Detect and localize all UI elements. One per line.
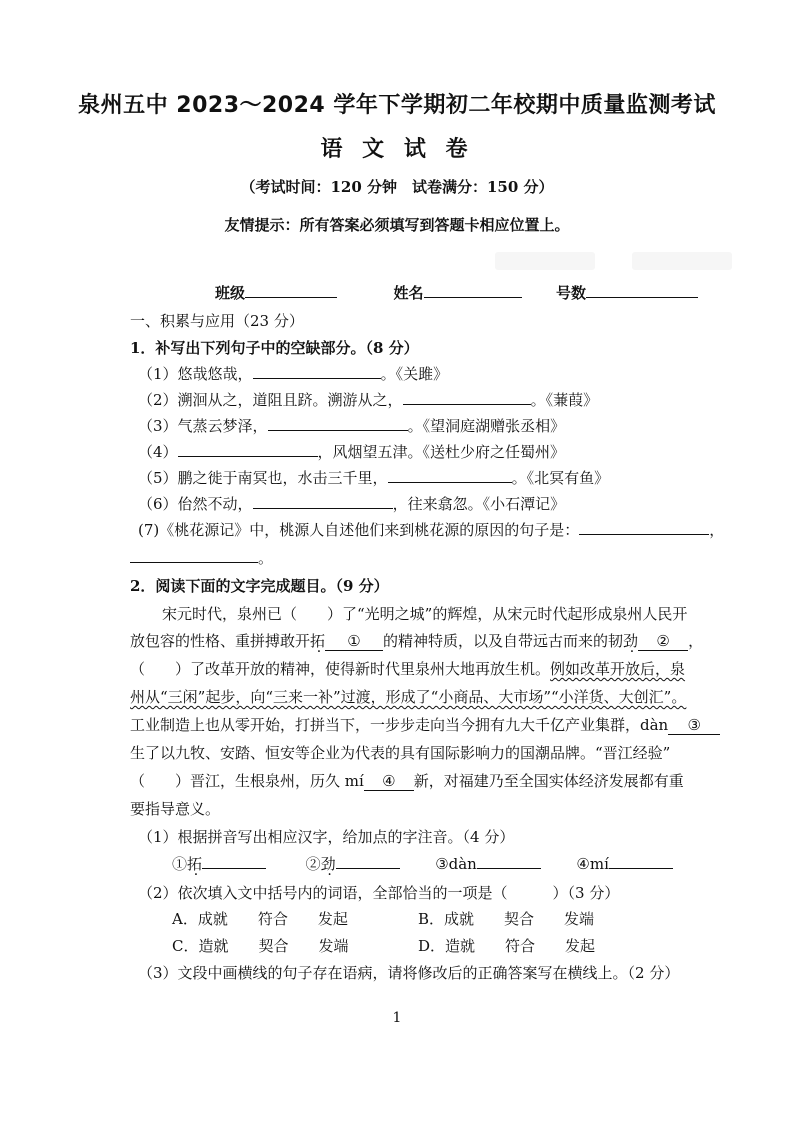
wavy-underlined-sentence: 例如改革开放后，泉 xyxy=(550,660,686,678)
q1-item-2: （2）溯洄从之，道阻且跻。溯游从之， 。《蒹葭》 xyxy=(138,391,599,409)
answer-blank[interactable] xyxy=(253,493,393,509)
q1-item-3: （3）气蒸云梦泽， 。《望洞庭湖赠张丞相》 xyxy=(138,417,566,435)
option-d[interactable]: D．造就 符合 发起 xyxy=(418,937,596,955)
answer-blank[interactable] xyxy=(477,853,541,869)
passage-line-1: 宋元时代，泉州已（ ）了“光明之城”的辉煌，从宋元时代起形成泉州人民开 xyxy=(162,605,688,623)
marker-blank-4[interactable]: ④ xyxy=(364,772,414,791)
option-b[interactable]: B．成就 契合 发端 xyxy=(418,910,595,928)
dotted-char: 劲 xyxy=(623,632,639,650)
student-info-row xyxy=(215,282,698,303)
marker-blank-2[interactable]: ② xyxy=(638,632,688,651)
friendly-tip: 友情提示：所有答案必须填写到答题卡相应位置上。 xyxy=(224,216,570,234)
q1-item-6: （6）佁然不动， ，往来翕忽。《小石潭记》 xyxy=(138,495,566,513)
marker-blank-3[interactable]: ③ xyxy=(668,716,720,735)
answer-blank[interactable] xyxy=(130,547,258,563)
name-label: 姓名 xyxy=(393,284,424,302)
passage-line-2: 放包容的性格、重拼搏敢开拓 ① 的精神特质，以及自带远古而来的韧劲 ② ， xyxy=(130,632,704,650)
class-blank[interactable] xyxy=(245,282,337,298)
answer-blank[interactable] xyxy=(202,853,266,869)
answer-blank[interactable] xyxy=(178,441,318,457)
q1-item-4: （4） ，风烟望五津。《送杜少府之任蜀州》 xyxy=(138,443,566,461)
passage-line-4 xyxy=(130,686,732,707)
q1-item-5: （5）鹏之徙于南冥也，水击三千里， 。《北冥有鱼》 xyxy=(138,469,610,487)
number-label: 号数 xyxy=(555,284,586,302)
answer-blank[interactable] xyxy=(336,853,400,869)
wavy-underlined-sentence: 州从“三闲”起步，向“三来一补”过渡，形成了“小商品、大市场”“小洋货、大创汇”。 xyxy=(130,688,687,706)
exam-time-info: （考试时间：120 分钟 试卷满分：150 分） xyxy=(240,178,554,196)
passage-line-8: 要指导意义。 xyxy=(130,800,221,818)
exam-title: 泉州五中 2023～2024 学年下学期初二年校期中质量监测考试 xyxy=(78,93,716,118)
passage-line-5: 工业制造上也从零开始，打拼当下，一步步走向当今拥有九大千亿产业集群，dàn ③ xyxy=(130,714,732,735)
answer-blank[interactable] xyxy=(268,415,408,431)
answer-blank[interactable] xyxy=(609,853,673,869)
faded-mark xyxy=(495,252,595,270)
q1-item-1: （1）悠哉悠哉， 。《关雎》 xyxy=(138,365,449,383)
q1-title: 1．补写出下列句子中的空缺部分。（8 分） xyxy=(130,339,419,357)
q1-item-7: (7)《桃花源记》中，桃源人自述他们来到桃花源的原因的句子是： ， xyxy=(138,521,725,539)
dotted-char: 拓 xyxy=(310,632,326,650)
number-blank[interactable] xyxy=(586,282,698,298)
q2-sub2-text: （2）依次填入文中括号内的词语，全部恰当的一项是（ ）（3 分） xyxy=(138,884,620,902)
name-blank[interactable] xyxy=(424,282,522,298)
paper-subtitle: 语 文 试 卷 xyxy=(320,137,474,162)
q2-sub1-blanks: ①拓 ②劲 ③dàn ④mí xyxy=(172,853,673,874)
passage-line-6: 生了以九牧、安踏、恒安等企业为代表的具有国际影响力的国潮品牌。“晋江经验” xyxy=(130,744,671,762)
marker-blank-1[interactable]: ① xyxy=(325,632,383,651)
page-number: 1 xyxy=(392,1010,402,1026)
option-c[interactable]: C．造就 契合 发端 xyxy=(172,937,349,955)
answer-blank[interactable] xyxy=(253,363,381,379)
answer-blank[interactable] xyxy=(388,467,512,483)
class-label: 班级 xyxy=(215,284,246,302)
section1-title: 一、积累与应用（23 分） xyxy=(130,312,304,330)
answer-blank[interactable] xyxy=(579,519,709,535)
q2-sub1-text: （1）根据拼音写出相应汉字，给加点的字注音。（4 分） xyxy=(138,828,515,846)
faded-mark xyxy=(632,252,732,270)
option-a[interactable]: A．成就 符合 发起 xyxy=(172,910,348,928)
answer-blank[interactable] xyxy=(403,389,531,405)
q1-item-7-cont: 。 xyxy=(130,547,273,568)
passage-line-7: （ ）晋江，生根泉州，历久 mí ④ 新，对福建乃至全国实体经济发展都有重 xyxy=(130,772,684,790)
passage-line-3: （ ）了改革开放的精神，使得新时代里泉州大地再放生机。例如改革开放后，泉 xyxy=(130,660,686,678)
q2-title: 2．阅读下面的文字完成题目。（9 分） xyxy=(130,577,389,595)
q2-sub3-text: （3）文段中画横线的句子存在语病，请将修改后的正确答案写在横线上。（2 分） xyxy=(138,964,680,982)
